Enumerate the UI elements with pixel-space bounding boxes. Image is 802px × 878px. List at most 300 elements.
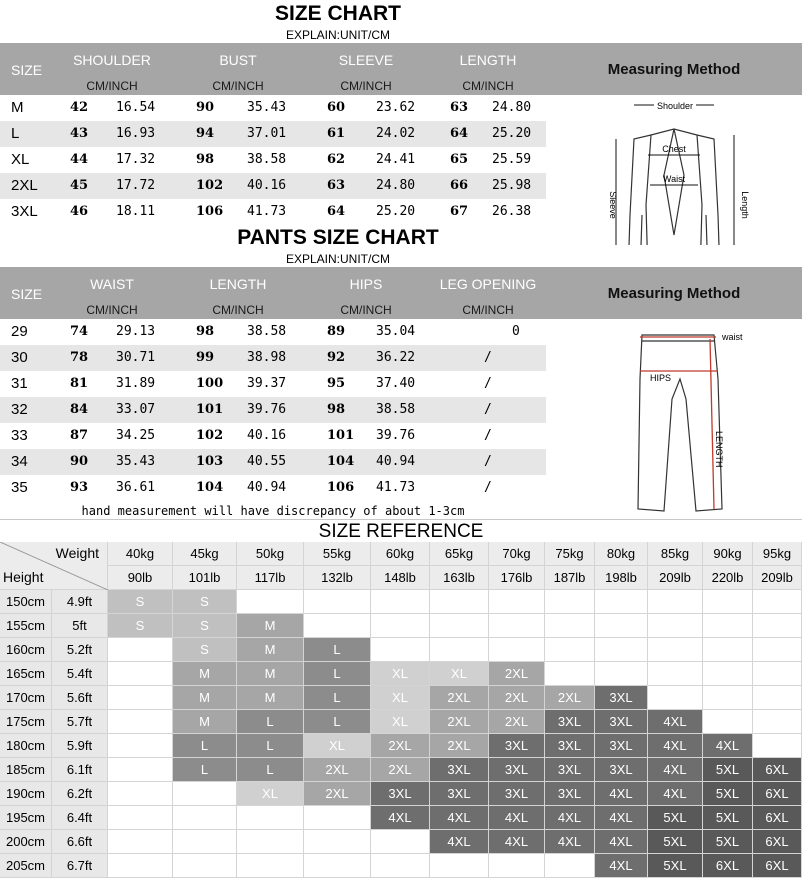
- weight-lb-header: 209lb: [648, 566, 703, 590]
- inch-value: 36.61: [116, 480, 156, 495]
- size-value: 2XL: [11, 177, 38, 194]
- cm-value: 101: [327, 428, 355, 443]
- size-cell: 5XL: [648, 806, 703, 830]
- inch-value: 16.93: [116, 126, 156, 141]
- size-cell: [237, 590, 304, 614]
- inch-value: 33.07: [116, 402, 156, 417]
- size-cell: [703, 614, 753, 638]
- inch-value: 17.32: [116, 152, 156, 167]
- size-cell: 3XL: [545, 710, 595, 734]
- size-cell: 6XL: [703, 854, 753, 878]
- size-cell: 2XL: [430, 734, 489, 758]
- pants-diagram-icon: [546, 319, 802, 519]
- size-cell: [108, 854, 173, 878]
- inch-value: 39.76: [376, 428, 416, 443]
- size-cell: [648, 686, 703, 710]
- inch-value: 37.40: [376, 376, 416, 391]
- size-cell: [545, 590, 595, 614]
- height-cm-label: 150cm: [0, 590, 52, 614]
- size-cell: [304, 590, 371, 614]
- size-value: 29: [11, 323, 28, 340]
- height-ft-label: 6.7ft: [52, 854, 108, 878]
- size-cell: [237, 854, 304, 878]
- size-value: 33: [11, 427, 28, 444]
- size-cell: 3XL: [430, 758, 489, 782]
- size-cell: S: [173, 590, 237, 614]
- cm-value: 106: [327, 480, 355, 495]
- size-cell: [108, 830, 173, 854]
- measuring-method-header: [546, 267, 802, 319]
- size-cell: [371, 854, 430, 878]
- size-cell: 6XL: [753, 758, 802, 782]
- size-cell: 4XL: [703, 734, 753, 758]
- height-ft-label: 6.2ft: [52, 782, 108, 806]
- cm-value: 98: [196, 152, 215, 167]
- height-ft-label: 5.9ft: [52, 734, 108, 758]
- size-cell: 5XL: [703, 758, 753, 782]
- weight-lb-header: 187lb: [545, 566, 595, 590]
- cm-value: 90: [70, 454, 89, 469]
- size-cell: 4XL: [648, 734, 703, 758]
- inch-value: 25.59: [492, 152, 532, 167]
- cm-value: 78: [70, 350, 89, 365]
- weight-lb-header: 198lb: [595, 566, 648, 590]
- size-cell: [173, 782, 237, 806]
- inch-value: 41.73: [247, 204, 287, 219]
- inch-value: 24.80: [376, 178, 416, 193]
- weight-kg-header: 90kg: [703, 542, 753, 566]
- size-cell: [173, 830, 237, 854]
- height-ft-label: 6.6ft: [52, 830, 108, 854]
- size-cell: 3XL: [595, 758, 648, 782]
- size-cell: 2XL: [489, 710, 545, 734]
- table-row: [0, 121, 546, 147]
- inch-value: 24.80: [492, 100, 532, 115]
- table-row: [0, 371, 546, 397]
- size-cell: 5XL: [648, 830, 703, 854]
- size-cell: M: [237, 686, 304, 710]
- weight-kg-header: 65kg: [430, 542, 489, 566]
- table-row: [0, 397, 546, 423]
- size-cell: [703, 686, 753, 710]
- weight-lb-header: 176lb: [489, 566, 545, 590]
- cm-value: 61: [327, 126, 346, 141]
- inch-value: 30.71: [116, 350, 156, 365]
- unit-label: CM/INCH: [212, 79, 264, 93]
- size-cell: 2XL: [489, 686, 545, 710]
- size-cell: 4XL: [595, 782, 648, 806]
- pants-measuring-method: [546, 267, 802, 519]
- size-cell: L: [304, 686, 371, 710]
- jacket-table-header: [0, 43, 546, 95]
- size-cell: [753, 614, 802, 638]
- size-cell: 3XL: [545, 758, 595, 782]
- size-cell: [545, 662, 595, 686]
- size-cell: 4XL: [595, 830, 648, 854]
- cm-value: 64: [327, 204, 346, 219]
- cm-value: 106: [196, 204, 224, 219]
- inch-value: 25.98: [492, 178, 532, 193]
- height-ft-label: 6.4ft: [52, 806, 108, 830]
- size-value: M: [11, 99, 24, 116]
- size-cell: [304, 830, 371, 854]
- size-cell: 3XL: [595, 686, 648, 710]
- size-value: XL: [11, 151, 30, 168]
- size-cell: 2XL: [430, 710, 489, 734]
- size-cell: M: [173, 686, 237, 710]
- size-cell: 2XL: [371, 734, 430, 758]
- inch-value: 37.01: [247, 126, 287, 141]
- size-cell: 2XL: [545, 686, 595, 710]
- inch-value: 40.94: [376, 454, 416, 469]
- cm-value: 95: [327, 376, 346, 391]
- diagram-label-sleeve: Sleeve: [608, 191, 618, 219]
- size-value: 35: [11, 479, 28, 496]
- size-cell: XL: [430, 662, 489, 686]
- cm-value: 63: [327, 178, 346, 193]
- diagram-label-waist: Waist: [662, 174, 686, 184]
- size-cell: [108, 758, 173, 782]
- measuring-method-header: [546, 43, 802, 95]
- size-cell: 2XL: [489, 662, 545, 686]
- column-waist: WAIST: [90, 276, 134, 292]
- table-row: [0, 423, 546, 449]
- cm-value: 84: [70, 402, 89, 417]
- size-cell: [108, 686, 173, 710]
- size-value: L: [11, 125, 20, 142]
- weight-kg-header: 40kg: [108, 542, 173, 566]
- cm-value: 45: [70, 178, 89, 193]
- leg-opening-value: /: [484, 402, 492, 417]
- size-cell: S: [108, 614, 173, 638]
- weight-label: Weight: [55, 545, 99, 561]
- cm-value: 101: [196, 402, 224, 417]
- size-value: 30: [11, 349, 28, 366]
- size-cell: [753, 686, 802, 710]
- weight-height-corner: [0, 542, 108, 590]
- weight-kg-header: 50kg: [237, 542, 304, 566]
- table-row: [0, 199, 546, 225]
- size-cell: 4XL: [489, 806, 545, 830]
- size-cell: 4XL: [371, 806, 430, 830]
- inch-value: 16.54: [116, 100, 156, 115]
- cm-value: 104: [196, 480, 224, 495]
- size-cell: M: [173, 662, 237, 686]
- inch-value: 17.72: [116, 178, 156, 193]
- inch-value: 39.76: [247, 402, 287, 417]
- size-cell: [753, 710, 802, 734]
- inch-value: 39.37: [247, 376, 287, 391]
- height-ft-label: 6.1ft: [52, 758, 108, 782]
- column-sleeve: SLEEVE: [338, 52, 394, 68]
- size-cell: S: [173, 614, 237, 638]
- inch-value: 35.43: [116, 454, 156, 469]
- size-cell: M: [237, 614, 304, 638]
- size-cell: [545, 614, 595, 638]
- size-cell: [173, 854, 237, 878]
- inch-value: 35.43: [247, 100, 287, 115]
- jacket-measuring-method: [546, 43, 802, 245]
- weight-lb-header: 209lb: [753, 566, 802, 590]
- size-cell: 4XL: [595, 854, 648, 878]
- measuring-method-title: Measuring Method: [607, 285, 741, 302]
- cm-value: 60: [327, 100, 346, 115]
- size-cell: [703, 710, 753, 734]
- table-row: [0, 147, 546, 173]
- size-cell: M: [237, 638, 304, 662]
- cm-value: 104: [327, 454, 355, 469]
- size-cell: [108, 710, 173, 734]
- size-cell: 4XL: [430, 830, 489, 854]
- size-cell: 3XL: [545, 782, 595, 806]
- size-cell: 6XL: [753, 782, 802, 806]
- weight-lb-header: 101lb: [173, 566, 237, 590]
- cm-value: 63: [450, 100, 469, 115]
- unit-label: CM/INCH: [86, 79, 138, 93]
- cm-value: 46: [70, 204, 89, 219]
- table-row: [0, 345, 546, 371]
- diagram-label-hips: HIPS: [650, 373, 672, 383]
- inch-value: 41.73: [376, 480, 416, 495]
- jacket-size-table: [0, 43, 546, 225]
- column-length: LENGTH: [209, 276, 267, 292]
- height-cm-label: 185cm: [0, 758, 52, 782]
- weight-kg-header: 45kg: [173, 542, 237, 566]
- diagram-label-chest: Chest: [662, 144, 686, 154]
- weight-kg-header: 60kg: [371, 542, 430, 566]
- size-value: 32: [11, 401, 28, 418]
- pants-table-header: [0, 267, 546, 319]
- size-cell: [237, 806, 304, 830]
- size-cell: L: [237, 734, 304, 758]
- height-cm-label: 200cm: [0, 830, 52, 854]
- size-cell: [108, 734, 173, 758]
- size-cell: [489, 854, 545, 878]
- inch-value: 34.25: [116, 428, 156, 443]
- size-cell: [753, 734, 802, 758]
- size-cell: [489, 590, 545, 614]
- size-cell: [304, 854, 371, 878]
- cm-value: 98: [327, 402, 346, 417]
- unit-label: CM/INCH: [340, 303, 392, 317]
- cm-value: 103: [196, 454, 224, 469]
- diagram-label-length: LENGTH: [714, 431, 724, 468]
- size-cell: [545, 638, 595, 662]
- cm-value: 98: [196, 324, 215, 339]
- column-bust: BUST: [219, 52, 257, 68]
- size-cell: 5XL: [703, 782, 753, 806]
- table-row: [0, 449, 546, 475]
- column-leg-opening: LEG OPENING: [439, 276, 537, 292]
- pants-explain: EXPLAIN:UNIT/CM: [285, 252, 390, 266]
- weight-kg-header: 75kg: [545, 542, 595, 566]
- size-cell: S: [108, 590, 173, 614]
- size-cell: [703, 638, 753, 662]
- size-cell: 4XL: [430, 806, 489, 830]
- cm-value: 102: [196, 178, 224, 193]
- leg-opening-value: /: [484, 350, 492, 365]
- height-cm-label: 155cm: [0, 614, 52, 638]
- size-cell: 3XL: [489, 758, 545, 782]
- size-cell: L: [237, 758, 304, 782]
- cm-value: 74: [70, 324, 89, 339]
- size-cell: 5XL: [648, 854, 703, 878]
- height-cm-label: 170cm: [0, 686, 52, 710]
- size-cell: [489, 638, 545, 662]
- size-cell: [595, 614, 648, 638]
- height-ft-label: 4.9ft: [52, 590, 108, 614]
- size-column-header: SIZE: [11, 286, 43, 302]
- size-cell: 4XL: [648, 710, 703, 734]
- size-cell: [237, 830, 304, 854]
- height-ft-label: 5.4ft: [52, 662, 108, 686]
- table-row: [0, 319, 546, 345]
- size-cell: [371, 614, 430, 638]
- size-cell: [173, 806, 237, 830]
- size-cell: 3XL: [371, 782, 430, 806]
- size-cell: XL: [371, 710, 430, 734]
- leg-opening-value: /: [484, 454, 492, 469]
- size-cell: [703, 590, 753, 614]
- diagram-label-shoulder: Shoulder: [656, 101, 694, 111]
- inch-value: 38.98: [247, 350, 287, 365]
- size-cell: 2XL: [371, 758, 430, 782]
- unit-label: CM/INCH: [86, 303, 138, 317]
- cm-value: 66: [450, 178, 469, 193]
- size-cell: [703, 662, 753, 686]
- pants-chart-title: PANTS SIZE CHART: [237, 226, 439, 249]
- size-cell: [108, 782, 173, 806]
- size-cell: [430, 638, 489, 662]
- inch-value: 35.04: [376, 324, 416, 339]
- height-ft-label: 5.7ft: [52, 710, 108, 734]
- weight-lb-header: 163lb: [430, 566, 489, 590]
- cm-value: 81: [70, 376, 89, 391]
- inch-value: 18.11: [116, 204, 156, 219]
- cm-value: 43: [70, 126, 89, 141]
- size-cell: XL: [237, 782, 304, 806]
- inch-value: 40.94: [247, 480, 287, 495]
- size-cell: 3XL: [489, 734, 545, 758]
- size-cell: [108, 806, 173, 830]
- diagram-label-length: Length: [740, 191, 750, 219]
- size-cell: XL: [304, 734, 371, 758]
- leg-opening-value: /: [484, 428, 492, 443]
- inch-value: 36.22: [376, 350, 416, 365]
- size-cell: L: [173, 758, 237, 782]
- weight-kg-header: 85kg: [648, 542, 703, 566]
- size-cell: L: [237, 710, 304, 734]
- height-cm-label: 175cm: [0, 710, 52, 734]
- cm-value: 94: [196, 126, 215, 141]
- size-cell: 6XL: [753, 830, 802, 854]
- cm-value: 44: [70, 152, 89, 167]
- height-cm-label: 195cm: [0, 806, 52, 830]
- size-cell: [595, 662, 648, 686]
- cm-value: 93: [70, 480, 89, 495]
- diagram-label-waist: waist: [722, 332, 743, 342]
- jacket-chart-title: SIZE CHART: [275, 2, 401, 25]
- cm-value: 87: [70, 428, 89, 443]
- size-cell: 5XL: [703, 806, 753, 830]
- inch-value: 40.16: [247, 178, 287, 193]
- cm-value: 65: [450, 152, 469, 167]
- size-cell: [304, 614, 371, 638]
- height-label: Height: [3, 569, 44, 585]
- size-cell: [371, 590, 430, 614]
- size-cell: [648, 614, 703, 638]
- cm-value: 100: [196, 376, 224, 391]
- unit-label: CM/INCH: [462, 303, 514, 317]
- inch-value: 24.02: [376, 126, 416, 141]
- height-cm-label: 180cm: [0, 734, 52, 758]
- size-cell: [648, 638, 703, 662]
- height-ft-label: 5ft: [52, 614, 108, 638]
- size-cell: 4XL: [595, 806, 648, 830]
- size-cell: L: [173, 734, 237, 758]
- size-cell: [545, 854, 595, 878]
- unit-label: CM/INCH: [340, 79, 392, 93]
- size-cell: 2XL: [304, 758, 371, 782]
- leg-opening-value: /: [484, 480, 492, 495]
- column-length: LENGTH: [459, 52, 517, 68]
- cm-value: 89: [327, 324, 346, 339]
- size-cell: M: [173, 710, 237, 734]
- column-shoulder: SHOULDER: [73, 52, 151, 68]
- size-cell: [489, 614, 545, 638]
- size-cell: L: [304, 662, 371, 686]
- size-cell: 4XL: [545, 830, 595, 854]
- size-cell: [648, 662, 703, 686]
- cm-value: 99: [196, 350, 215, 365]
- inch-value: 23.62: [376, 100, 416, 115]
- size-cell: [753, 662, 802, 686]
- size-cell: [304, 806, 371, 830]
- leg-opening-value: 0: [512, 324, 520, 339]
- inch-value: 40.16: [247, 428, 287, 443]
- size-cell: L: [304, 710, 371, 734]
- size-cell: 3XL: [545, 734, 595, 758]
- size-cell: 4XL: [648, 758, 703, 782]
- size-cell: [648, 590, 703, 614]
- size-cell: 6XL: [753, 806, 802, 830]
- size-cell: L: [304, 638, 371, 662]
- inch-value: 40.55: [247, 454, 287, 469]
- size-cell: 4XL: [648, 782, 703, 806]
- weight-lb-header: 220lb: [703, 566, 753, 590]
- size-cell: 2XL: [430, 686, 489, 710]
- table-row: [0, 475, 546, 501]
- size-cell: [595, 590, 648, 614]
- cm-value: 92: [327, 350, 346, 365]
- weight-lb-header: 148lb: [371, 566, 430, 590]
- size-cell: [753, 638, 802, 662]
- size-cell: [371, 638, 430, 662]
- size-cell: [108, 662, 173, 686]
- weight-kg-header: 55kg: [304, 542, 371, 566]
- height-cm-label: 165cm: [0, 662, 52, 686]
- size-cell: 3XL: [430, 782, 489, 806]
- size-reference-title: SIZE REFERENCE: [0, 519, 802, 543]
- inch-value: 31.89: [116, 376, 156, 391]
- size-cell: XL: [371, 686, 430, 710]
- measurement-note: hand measurement will have discrepancy of about 1-3cm: [81, 504, 465, 518]
- height-cm-label: 190cm: [0, 782, 52, 806]
- size-cell: 3XL: [595, 710, 648, 734]
- size-cell: M: [237, 662, 304, 686]
- height-cm-label: 205cm: [0, 854, 52, 878]
- size-cell: [430, 854, 489, 878]
